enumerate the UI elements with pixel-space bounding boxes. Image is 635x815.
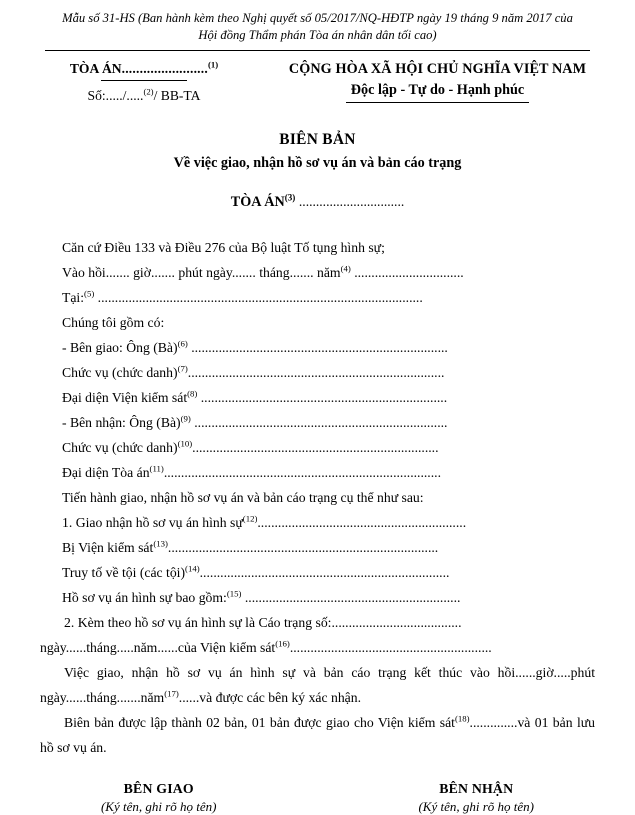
court-representative-line [40,460,595,485]
prosecuted-by-footnote-ref: (13) [153,538,168,549]
charges-label: Truy tố về tội (các tội) [62,565,186,580]
document-body [0,235,635,760]
deliverer-dotted-fill: ........................................................................... [191,340,448,355]
receiver-footnote-ref: (9) [180,413,191,424]
item-1-footnote-ref: (12) [242,513,258,524]
receiver-position-label: Chức vụ (chức danh) [62,440,178,455]
item-2-label: 2. Kèm theo hồ sơ vụ án hình sự là Cáo trạng số: [64,615,332,630]
dossier-contents-footnote-ref: (15) [226,588,242,599]
national-motto-underline [346,102,529,103]
place-dotted-fill: ............................................................................................... [97,290,423,305]
receiver-line [40,410,595,435]
court-representative-dotted-fill: ................................................................................. [163,465,441,480]
court-name-footnote-ref: (3) [284,192,296,203]
form-reference-note [0,0,635,44]
signature-deliverer-title: BÊN GIAO [123,781,194,796]
participants-intro: Chúng tôi gồm có: [62,315,165,330]
item-2-line [40,610,595,635]
signature-receiver-instruction: (Ký tên, ghi rõ họ tên) [418,799,535,814]
prosecuted-by-label: Bị Viện kiểm sát [62,540,154,555]
deliverer-footnote-ref: (6) [177,338,188,349]
document-number-field [28,88,260,104]
deliverer-position-label: Chức vụ (chức danh) [62,365,178,380]
item-2-continuation-line [40,635,595,660]
procuracy-representative-dotted-fill: ........................................................................ [200,390,448,405]
court-name-heading-label: TÒA ÁN [230,194,285,210]
prosecuted-by-line [40,535,595,560]
receiver-position-footnote-ref: (10) [177,438,193,449]
document-number-label: Số:...../..... [87,88,144,103]
item-2-continuation-footnote-ref: (16) [275,638,290,649]
document-number-suffix: / BB-TA [153,88,201,103]
procuracy-representative-label: Đại diện Viện kiểm sát [62,390,188,405]
item-1-line [40,510,595,535]
receiver-position-line [40,435,595,460]
receiver-dotted-fill: .......................................................................... [194,415,448,430]
deliverer-position-footnote-ref: (7) [177,363,188,374]
dossier-contents-label: Hồ sơ vụ án hình sự bao gồm: [62,590,227,605]
procedure-intro: Tiến hành giao, nhận hồ sơ vụ án và bản cáo trạng cụ thể như sau: [62,490,424,505]
closing-1-text-b: ......và được các bên ký xác nhận. [178,690,362,705]
legal-basis-line: Căn cứ Điều 133 và Điều 276 của Bộ luật Tố tụng hình sự; [62,240,385,255]
court-representative-footnote-ref: (11) [149,463,164,474]
closing-1-footnote-ref: (17) [164,688,179,699]
court-footnote-ref: (1) [207,59,219,70]
item-2-dotted-fill: ...................................... [331,615,462,630]
place-footnote-ref: (5) [84,288,95,299]
closing-2-text-a: Biên bản được lập thành 02 bản, 01 bản được giao cho Viện kiểm sát [64,715,455,730]
item-1-label: 1. Giao nhận hồ sơ vụ án hình sự [62,515,243,530]
court-name-field [28,61,260,77]
header-divider-rule [45,50,590,51]
deliverer-position-dotted-fill: ........................................................................... [187,365,445,380]
charges-dotted-fill: ......................................................................... [199,565,450,580]
court-identification-block [20,61,260,104]
closing-paragraph-2 [40,710,595,760]
place-line [40,285,595,310]
page-subtitle: Về việc giao, nhận hồ sơ vụ án và bản cáo trạng [173,155,462,171]
dossier-contents-dotted-fill: ............................................................... [244,590,461,605]
national-title: CỘNG HÒA XÃ HỘI CHỦ NGHĨA VIỆT NAM [288,61,587,77]
deliverer-position-line [40,360,595,385]
signature-receiver-title: BÊN NHẬN [439,781,514,796]
time-footnote-ref: (4) [340,263,351,274]
charges-footnote-ref: (14) [185,563,200,574]
letterhead [0,61,635,104]
document-number-footnote-ref: (2) [143,86,154,97]
place-label: Tại: [62,290,85,305]
prosecuted-by-dotted-fill: ............................................................................... [167,540,439,555]
court-name-dotted-fill: ............................... [298,194,405,209]
form-note-line-2: Hội đồng Thẩm phán Tòa án nhân dân tối cao) [198,28,437,42]
time-label: Vào hồi....... giờ....... phút ngày....... tháng....... năm [62,265,341,280]
court-name-heading [0,194,635,211]
deliverer-line [40,335,595,360]
signature-section [0,781,635,815]
time-dotted-fill: ................................ [354,265,464,280]
national-motto: Độc lập - Tự do - Hạnh phúc [350,82,525,98]
charges-line [40,560,595,585]
closing-2-text-b: ..............và 01 bản lưu hồ sơ vụ án. [40,715,596,755]
closing-paragraph-1 [40,660,595,710]
dossier-contents-line [40,585,595,610]
court-label: TÒA ÁN [69,61,122,76]
procuracy-representative-line [40,385,595,410]
form-note-line-1: Mẫu số 31-HS (Ban hành kèm theo Nghị quyết số 05/2017/NQ-HĐTP ngày 19 tháng 9 năm 2017 của [62,11,573,25]
page-title: BIÊN BẢN [279,131,356,148]
court-underline [101,80,187,81]
court-dotted-fill: ........................ [121,61,208,76]
deliverer-label: - Bên giao: Ông (Bà) [62,340,178,355]
item-2-continuation-label: ngày......tháng.....năm......của Viện kiểm sát [40,640,276,655]
item-1-dotted-fill: ............................................................. [257,515,467,530]
closing-1-text-a: Việc giao, nhận hồ sơ vụ án hình sự và bản cáo trạng kết thúc vào hồi......giờ.....phút ngày......tháng.......năm [40,665,595,705]
signature-deliverer-instruction: (Ký tên, ghi rõ họ tên) [100,799,217,814]
procuracy-representative-footnote-ref: (8) [187,388,198,399]
closing-2-footnote-ref: (18) [454,713,470,724]
item-2-continuation-dotted-fill: ........................................................... [289,640,492,655]
receiver-position-dotted-fill: ........................................................................ [192,440,439,455]
signature-block-receiver [322,781,606,815]
signature-block-deliverer [30,781,322,815]
receiver-label: - Bên nhận: Ông (Bà) [62,415,181,430]
court-representative-label: Đại diện Tòa án [62,465,150,480]
time-line [40,260,595,285]
national-heading-block [260,61,615,103]
